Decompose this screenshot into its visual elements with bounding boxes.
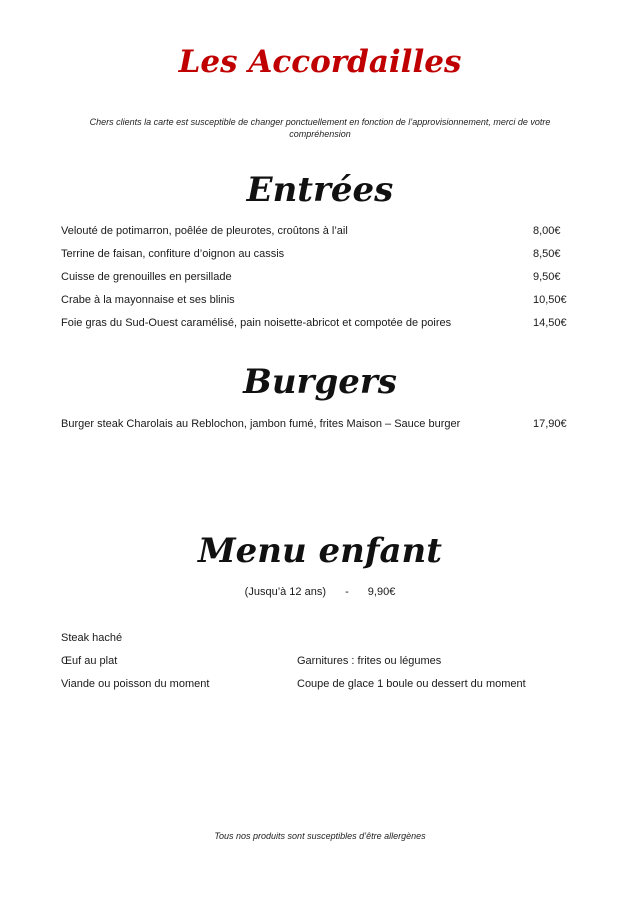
kids-main-item: Œuf au plat [61, 655, 118, 667]
dish-name: Cuisse de grenouilles en persillade [61, 271, 232, 283]
kids-main-item: Viande ou poisson du moment [61, 678, 210, 690]
kids-menu-info [0, 586, 640, 598]
list-item [61, 247, 573, 270]
section-title-entrees: Entrées [246, 170, 394, 210]
kids-dessert: Coupe de glace 1 boule ou dessert du moment [297, 678, 526, 690]
list-item [61, 293, 573, 316]
kids-menu-price: 9,90€ [367, 586, 396, 598]
entrees-list [61, 224, 573, 339]
dish-name: Crabe à la mayonnaise et ses blinis [61, 294, 235, 306]
section-title-burgers: Burgers [243, 362, 397, 402]
dish-price: 14,50€ [533, 317, 567, 329]
kids-garnitures: Garnitures : frites ou légumes [297, 655, 442, 667]
list-item [61, 316, 573, 339]
dish-price: 17,90€ [533, 418, 567, 430]
list-item [61, 270, 573, 293]
burgers-list [61, 417, 573, 440]
restaurant-name: Les Accordailles [178, 44, 462, 80]
kids-separator: - [345, 586, 349, 598]
dish-price: 8,00€ [533, 225, 561, 237]
dish-name: Velouté de potimarron, poêlée de pleurotes, croûtons à l’ail [61, 225, 348, 237]
list-item [61, 224, 573, 247]
list-item [61, 417, 573, 440]
dish-name: Foie gras du Sud-Ouest caramélisé, pain noisette-abricot et compotée de poires [61, 317, 452, 329]
section-title-menu-enfant: Menu enfant [198, 531, 442, 571]
allergen-note: Tous nos produits sont susceptibles d’être allergènes [214, 831, 426, 841]
dish-price: 8,50€ [533, 248, 561, 260]
dish-name: Burger steak Charolais au Reblochon, jambon fumé, frites Maison – Sauce burger [61, 418, 461, 430]
dish-name: Terrine de faisan, confiture d’oignon au cassis [61, 248, 285, 260]
kids-main-item: Steak haché [61, 632, 123, 644]
kids-age-limit: (Jusqu’à 12 ans) [244, 586, 326, 598]
dish-price: 10,50€ [533, 294, 567, 306]
menu-change-notice: Chers clients la carte est susceptible de changer ponctuellement en fonction de l’approvisionnement, merci de votre compréhension [89, 117, 551, 139]
dish-price: 9,50€ [533, 271, 561, 283]
